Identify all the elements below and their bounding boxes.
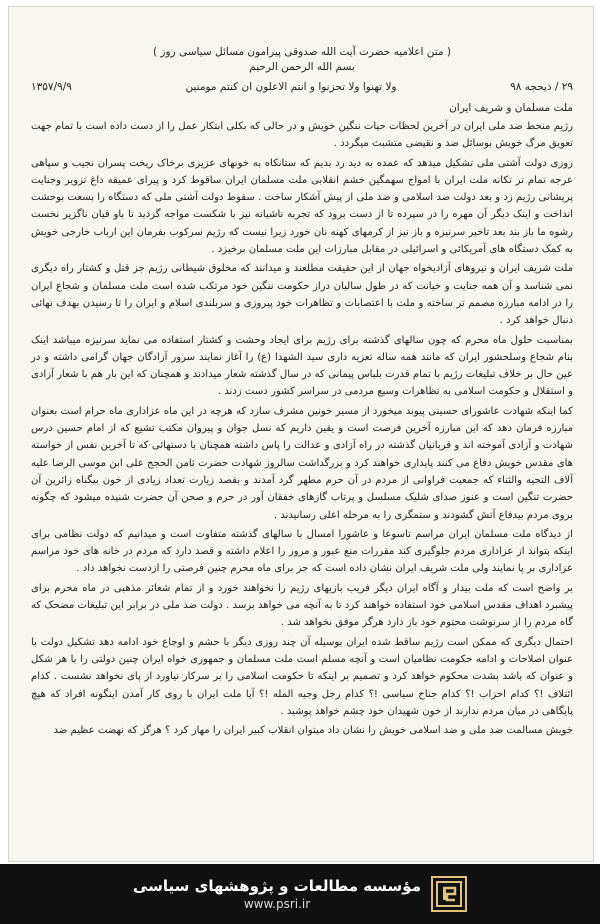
hijri-date: ۲۹ / ذیحجه ۹۸	[510, 81, 573, 93]
paragraph: احتمال دیگری که ممکن است رژیم ساقط شده ایران بوسیله آن چند روزی دیگر با حشم و اوجاع خود ادامه دهد تشکیل دولت با عنوان اصلاحات و ادامه حکومت نظامیان است و آنچه مسلم است ملت مسلمان و جمهوری خواه ایران چنین دولتی را با هر شکل و عنوان که باشد بشدت محکوم خواهد کرد و تصمیم بر اینکه تا حکومت اسلامی را بر سرکار نیاورد از پای نخواهد نشست . کدام ائتلاف !؟ کدام احزاب !؟ کدام جناح سیاسی !؟ کدام رجل وجیه المله !؟ آیا ملت ایران با روی کار آمدن اینگونه افراد که هیچ پایگاهی در میان مردم ندارند از خون شهیدان خود چشم خواهد پوشید .	[31, 636, 573, 717]
paragraph: رژیم منحط ضد ملی ایران در آخرین لحظات حیات ننگین خویش و در حالی که بکلی ابتکار عمل را از دست داده است با تمام جهت تعویق مرگ خویش بوسائل ضد و نقیضی متشبث میگردد .	[31, 121, 573, 150]
document-body	[31, 45, 573, 741]
paragraph: از دیدگاه ملت مسلمان ایران مراسم تاسوعا و عاشورا امسال با سالهای گذشته متفاوت است و میدانیم که دولت نظامی برای اینکه بتواند از عزاداری مردم جلوگیری کند مقررات منع عبور و مرور را اعلام داشته و قصد دارد که مردم در خانه های خود مراسم عزاداری بر پا نمایند ولی ملت شریف ایران نشان داده است که جز برای ماه محرم چنین فرصتی را ازدست نخواهد داد .	[31, 528, 573, 575]
psri-logo-icon	[431, 876, 467, 912]
document-scan	[8, 6, 594, 862]
solar-date: ۱۳۵۷/۹/۹	[31, 81, 72, 93]
paragraph: کما اینکه شهادت عاشورای حسینی پیوند میخورد از مسیر خونین مشرف سازد که هرچه در این ماه عزاداری ماه حرام است بعنوان مبارزه فرمان دهد که این مبارزه آخرین فرصت است و یقین داریم که نسل جوان و پیروان مکتب تشیع که از امام حسین درس شهادت و آزادی آموخته اند و قربانیان گذشته در راه آزادی و عدالت را پاس داشته همچنان با دستهائی که تا آخرین نفس از خواسته های مقدس خویش دفاع می کنند پایداری خواهند کرد و بزرگداشت سالروز شهادت حضرت ثامن الحجج علی ابن موسی الرضا علیه آلاف التحیه والثناء که جمعیت فراوانی از مردم در آن حرم مطهر گرد آمدند و بقصد زیارت تعداد زیادی از خون بیگناه زائرین آن حضرت تنگین است و عنوز صدای شلیک مسلسل و پرتاب گازهای خفقان آور در حرم و صحن آن حضرت شنیده میشود که چگونه بروی مردم بیدفاع آتش گشودند و ستمگری را به مرحله اعلی رسانیدند .	[31, 405, 573, 521]
paragraph: ملت شریف ایران و نیروهای آزادیخواه جهان از این حقیقت مطلعند و میدانند که مخلوق شیطانی رژیم جز قتل و کشتار راه دیگری نمی شناسد و آن همه جنایت و خیانت که در طول سالیان دراز حکومت ننگین خود مرتکب شده است ملت مسلمان و شجاع ایران را در ادامه مبارزه مصمم تر ساخته و ملت با اعتصابات و تظاهرات خود پیروزی و سربلندی اسلام و ایران را تا رسیدن بهدف نهائی دنبال خواهد کرد .	[31, 263, 573, 327]
paragraph: روزی دولت آشتی ملی تشکیل میدهد که عمده به دید رد بدیم که ستانکاه به خونهای عزیزی برخاک ریخت پسران نجیب و سپاهی عرجه تمام تر تکانه ملت ایران با امواج سهمگین خشم انقلابی ملت مسلمان ایران ساقوط کرد و پیرای عمیقه داغ تزویر وجنایت پریشانی رژیم زد و بعد دولت ضد اسلامی و ضد ملی از پیش آشکار ساخت . سقوط دولت آشتی ملی که دستگاه را بسعت بوحشت انداخت و اینک دیگر آن مهره را در سپرده تا از دست برود که تجربه ناشیانه نیز با شکست مواجه گردید تا باو قیان ناگزیر نخست رشوه ما باز بند بعد تاخیر سرنیزه و باز نیز از کرمهای کهنه نان خورد زیرا نیست که رژیم سرکوب بفرمان این ارباب خارجی خویش به کمک دستگاه های آمریکائی و اسرائیلی در مقابل مبارزات این ملت مسلمان برخیزد .	[31, 157, 573, 256]
basmala: بسم الله الرحمن الرحیم	[249, 61, 355, 73]
paragraph: بر واضح است که ملت بیدار و آگاه ایران دیگر فریب بازیهای رژیم را نخواهند خورد و از تمام شعائر مذهبی در ماه محرم برای پیشبرد اهداف مقدس اسلامی خود استفاده خواهند کرد تا به آنچه می خواهد برسد . دولت ضد ملی در برابر این تبلیغات مضحک که گاه مردم را از سرنوشت محتوم خود باز دارد هرگز موفق نخواهد شد .	[31, 582, 573, 629]
institute-name: مؤسسه مطالعات و پژوهشهای سیاسی	[132, 877, 422, 895]
footer-text	[133, 877, 421, 911]
paragraph: بمناسبت حلول ماه محرم که چون سالهای گذشته برای رژیم برای ایجاد وحشت و کشتار استفاده می نماید سرنیزه میباشد اینک بنام شجاع وسلحشور ایران که مانند همه ساله تعزیه داری سید الشهدا (ع) را آغاز نمایند سرور آزادگان جهان گرامی داشته و در عین حال بر خلاف تبلیغات رژیم با تمام قدرت بلباس پیمانی که در سال گذشته شعار میدادند و همچنان که این بار هم با شعار آزادی و استقلال و حکومت اسلامی به تظاهرات وسیع مردمی در سراسر کشور دست زدند .	[31, 334, 573, 398]
document-header: ( متن اعلامیه حضرت آیت الله صدوقی پیرامون مسائل سیاسی روز )	[152, 46, 452, 58]
paragraphs	[31, 118, 573, 739]
date-line	[31, 79, 573, 95]
salutation: ملت مسلمان و شریف ایران	[449, 102, 573, 114]
paragraph: خویش مسالمت ضد ملی و ضد اسلامی خویش را نشان داد میتوان انقلاب کبیر ایران را مهار کرد ؟ هرگز که نهضت عظیم ضد	[53, 725, 573, 737]
footer-banner	[0, 864, 600, 924]
quran-verse: ولا تهنوا ولا تحزنوا و انتم الاعلون ان کنتم مومنین	[185, 81, 397, 93]
website-link[interactable]: www.psri.ir	[243, 897, 311, 911]
